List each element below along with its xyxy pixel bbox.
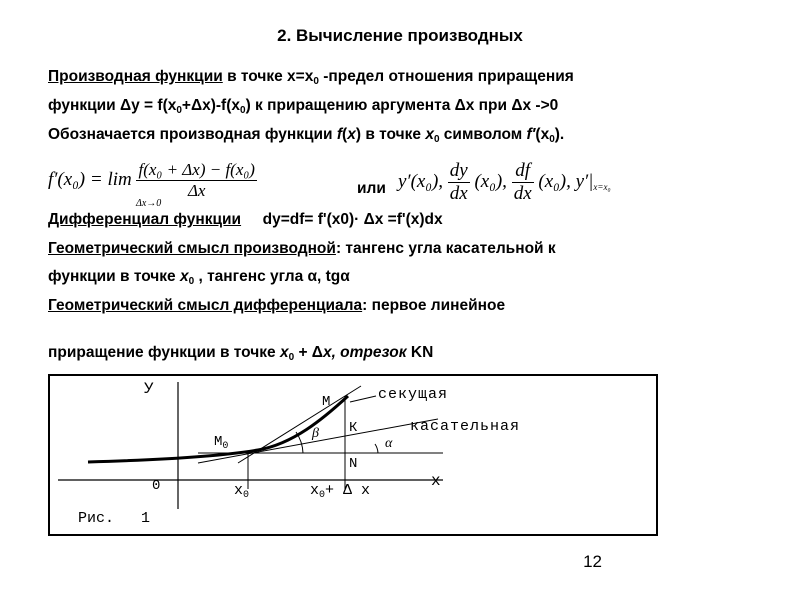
definition-text: функции Δy = f(x [48,97,177,114]
geom-derivative-line-1 [48,240,556,258]
formula-lhs: f′(x₀) = lim [48,168,132,190]
subscript: 0 [288,352,295,363]
subscript: 0 [243,490,250,501]
notation-text: в точке [361,126,426,143]
eval-subscript: x=x₀ [593,181,611,192]
subscript: 0 [433,134,440,145]
subscript: 0 [188,276,195,287]
notation-text: Обозначается производная функции [48,126,337,143]
geom-differential-text: приращение функции в точке [48,344,280,361]
geom-derivative-line-2 [48,268,350,286]
formula-denominator: Δx [187,181,206,200]
notation-text: (x [535,126,550,143]
geom-differential-text: KN [406,344,434,361]
formula-or: или [357,180,386,197]
dy-dx-fraction [448,160,470,205]
geom-differential-italic: x, отрезок [322,344,407,361]
subscript: 0 [176,105,182,116]
subscript: 0 [313,76,319,87]
derivative-notations [398,160,611,205]
notation-text: ( [342,126,348,143]
subscript: 0 [222,441,229,452]
eval-bar: | [588,170,594,192]
point-k-label: К [349,420,358,436]
alpha-label: α [385,436,393,451]
notation-text: ). [554,126,565,143]
notation-x: x [347,126,356,143]
geom-x: x [179,268,189,285]
subscript: 0 [319,490,326,501]
frac-den: dx [449,183,468,204]
derivative-figure [48,374,658,536]
df-dx-fraction [512,160,534,205]
geom-differential-term: Геометрический смысл дифференциала [48,297,363,314]
definition-text: ) к приращению аргумента Δx при Δx ->0 [245,97,559,114]
point-n-label: N [349,456,358,472]
geom-differential-line-1 [48,297,505,315]
definition-line-1 [48,68,574,86]
secant-label: секущая [378,386,449,403]
lim-subscript: Δx→0 [136,198,162,209]
notation-text: ) [355,126,362,143]
page-title: 2. Вычисление производных [277,26,523,45]
m0-letter: М [214,434,223,450]
x0-label [234,482,249,499]
differential-line [48,211,443,229]
beta-label: β [312,426,319,441]
subscript: 0 [549,134,555,145]
definition-text: +Δx)-f(x [181,97,241,114]
geom-differential-line-2 [48,344,433,362]
geom-x: x [279,344,289,361]
differential-text: dy=df= f'(x0)· Δx =f'(x)dx [241,211,443,228]
geom-derivative-text: , тангенс угла α, tgα [194,268,350,285]
frac-num: dy [449,160,468,181]
geom-derivative-text: : тангенс угла касательной к [335,240,556,257]
notation-f: f [336,126,343,143]
x-axis-label: х [431,472,441,490]
geom-differential-text: + Δ [294,344,323,361]
notation-text: (x₀), y′ [538,170,589,192]
frac-num: df [512,160,534,183]
x0dx-label [310,482,370,499]
page-number: 12 [583,552,602,571]
point-m0-label [214,434,228,450]
x0dx-letter: х [310,482,320,499]
figure-caption: Рис. 1 [78,510,151,527]
derivative-formula [48,160,257,201]
derivative-term: Производная функции [48,68,223,85]
geom-derivative-text: функции в точке [48,268,180,285]
geom-differential-text: : первое линейное [362,297,506,314]
tangent-label: касательная [410,418,521,435]
frac-den: dx [513,183,532,204]
definition-text: -предел отношения приращения [318,68,574,85]
point-m-label: М [322,394,331,410]
subscript: 0 [240,105,246,116]
notation-text: символом [439,126,527,143]
differential-term: Дифференциал функции [48,211,242,228]
x0dx-rest: + Δ х [325,482,371,499]
notation-x0: x [425,126,434,143]
x0-letter: х [234,482,244,499]
formula-numerator: f(x₀ + Δx) − f(x₀) [138,160,255,179]
geom-derivative-term: Геометрический смысл производной [48,240,336,257]
definition-line-2 [48,97,558,115]
notation-line [48,126,564,144]
formula-fraction [136,160,256,201]
definition-text: в точке x=x [222,68,314,85]
origin-label: 0 [152,478,161,494]
notation-yprime: y′(x₀), [398,170,444,192]
y-axis-label: У [144,380,154,398]
notation-text: (x₀), [474,170,507,192]
notation-fprime: f′ [526,126,536,143]
